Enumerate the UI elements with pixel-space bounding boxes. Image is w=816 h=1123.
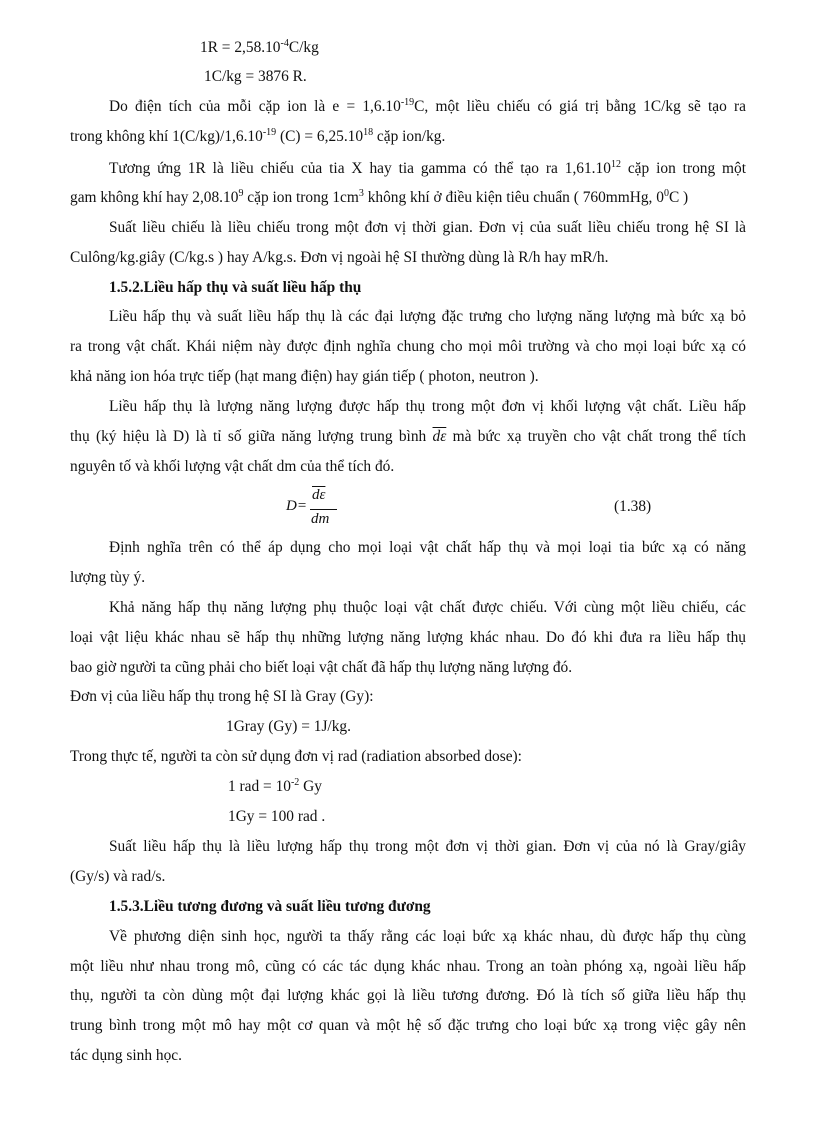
paragraph-line: (Gy/s) và rad/s.: [70, 868, 166, 885]
paragraph-line: Do điện tích của mỗi cặp ion là $e = 1,6.10^{-19}C$, một liều chiếu có giá trị bằng 1C/kg sẽ tạo ra: [109, 97, 746, 115]
paragraph-line: thụ (ký hiệu là D) là tỉ số giữa năng lượng trung bình $\overline{d\varepsilon}$ mà bức xạ truyền cho vật chất trong thể tích: [70, 428, 746, 445]
paragraph-line: Đơn vị của liều hấp thụ trong hệ SI là Gray (Gy):: [70, 688, 374, 705]
paragraph-line: khả năng ion hóa trực tiếp (hạt mang điện) hay gián tiếp ( photon, neutron ).: [70, 368, 539, 385]
formula-1ckg: 1C/kg = 3876 R.: [204, 68, 307, 85]
paragraph-line: Về phương diện sinh học, người ta thấy rằng các loại bức xạ khác nhau, dù được hấp thụ cùng: [109, 928, 746, 945]
formula-gray: 1Gray (Gy) = 1J/kg.: [226, 718, 351, 735]
formula-rad: 1 rad = $10^{-2}$ Gy: [228, 777, 322, 795]
paragraph-line: Liều hấp thụ là lượng năng lượng được hấp thụ trong một đơn vị khối lượng vật chất. Liều hấp: [109, 398, 746, 415]
energy-symbol: $\overline{d\varepsilon}$: [432, 428, 447, 445]
paragraph-line: thụ, người ta còn dùng một đại lượng khác gọi là liều tương đương. Đó là tích số giữa liều hấp thụ: [70, 987, 746, 1004]
paragraph-line: Liều hấp thụ và suất liều hấp thụ là các đại lượng đặc trưng cho lượng năng lượng mà bức xạ bỏ: [109, 308, 746, 325]
paragraph-line: Culông/kg.giây (C/kg.s ) hay A/kg.s. Đơn vị ngoài hệ SI thường dùng là R/h hay mR/h.: [70, 249, 609, 266]
equation-numerator: $\overline{d\varepsilon}$: [312, 487, 326, 503]
paragraph-line: Khả năng hấp thụ năng lượng phụ thuộc loại vật chất được chiếu. Với cùng một liều chiếu, các: [109, 599, 746, 616]
paragraph-line: trong không khí $1(C/kg)/1,6.10^{-19}$ $(C) = 6,25.10^{18}$ cặp ion/kg.: [70, 127, 446, 145]
paragraph-line: bao giờ người ta cũng phải cho biết loại vật chất đã hấp thụ lượng năng lượng đó.: [70, 659, 573, 676]
fraction-bar: [310, 509, 337, 510]
formula-gy-rad: 1Gy = 100 rad .: [228, 808, 326, 825]
paragraph-line: Tương ứng 1R là liều chiếu của tia X hay tia gamma có thể tạo ra 1,61.10$^{12}$ cặp ion trong một: [109, 159, 746, 177]
equation-lhs: D=: [286, 498, 307, 514]
paragraph-line: gam không khí hay 2,08.10$^9$ cặp ion trong $1cm^3$ không khí ở điều kiện tiêu chuẩn ( 760mmHg, $0^0C$ ): [70, 188, 689, 206]
paragraph-line: loại vật liệu khác nhau sẽ hấp thụ những lượng năng lượng khác nhau. Do đó khi đưa ra liều hấp thụ: [70, 629, 746, 646]
section-heading-1-5-2: 1.5.2.Liều hấp thụ và suất liều hấp thụ: [109, 279, 362, 296]
paragraph-line: một liều như nhau trong mô, cũng có các tác dụng khác nhau. Trong an toàn phóng xạ, ngoài liều hấp: [70, 958, 746, 975]
equation-denominator: dm: [311, 511, 330, 527]
paragraph-line: Suất liều hấp thụ là liều lượng hấp thụ trong một đơn vị thời gian. Đơn vị của nó là Gray/giây: [109, 838, 746, 855]
paragraph-line: Suất liều chiếu là liều chiếu trong một đơn vị thời gian. Đơn vị của suất liều chiếu trong hệ SI là: [109, 219, 746, 236]
paragraph-line: Trong thực tế, người ta còn sử dụng đơn vị rad (radiation absorbed dose):: [70, 748, 522, 765]
section-heading-1-5-3: 1.5.3.Liều tương đương và suất liều tương đương: [109, 898, 431, 915]
paragraph-line: ra trong vật chất. Khái niệm này được định nghĩa chung cho mọi môi trường và cho mọi loại bức xạ có: [70, 338, 746, 355]
equation-number: (1.38): [614, 498, 652, 515]
paragraph-line: lượng tùy ý.: [70, 569, 146, 586]
paragraph-line: tác dụng sinh học.: [70, 1047, 182, 1064]
formula-1r: $1R = 2,58.10^{-4}C/kg$: [200, 38, 319, 56]
equation-1-38: [286, 487, 406, 533]
paragraph-line: Định nghĩa trên có thể áp dụng cho mọi loại vật chất hấp thụ và mọi loại tia bức xạ có năng: [109, 539, 746, 556]
paragraph-line: nguyên tố và khối lượng vật chất dm của thể tích đó.: [70, 458, 395, 475]
paragraph-line: trung bình trong một mô hay một cơ quan và một hệ số đặc trưng cho loại bức xạ trong việc gây nên: [70, 1017, 746, 1034]
